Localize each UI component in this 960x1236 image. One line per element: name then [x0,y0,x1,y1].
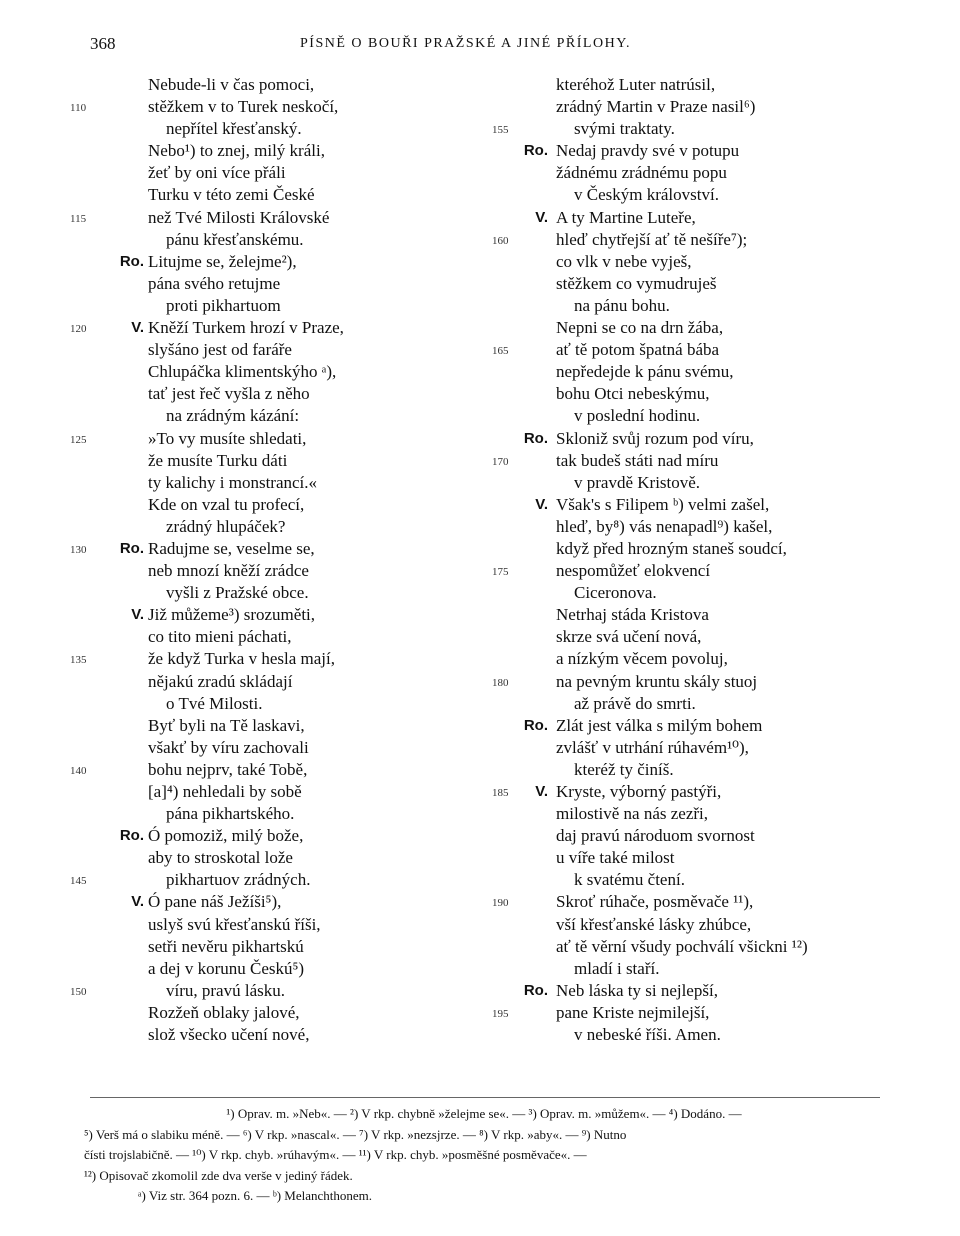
verse-line [70,140,510,162]
verse-line [70,671,510,693]
verse-text: ať tě potom špatná bába [556,340,720,360]
verse-text: stěžkem co vymudruješ [556,273,717,293]
left-verse-column [70,74,510,1046]
verse-line [70,383,510,405]
speaker-label: Ro. [119,827,144,845]
verse-line [492,560,932,582]
speaker-label: V. [535,208,548,226]
line-number: 185 [492,787,509,799]
speaker-label: V. [131,319,144,337]
verse-line [492,295,932,317]
verse-line [70,207,510,229]
verse-text: vyšli z Pražské obce. [166,583,309,603]
verse-text: zvlášť v utrhání rúhavém¹⁰), [556,737,749,757]
verse-line [70,1024,510,1046]
line-number: 165 [492,345,509,358]
verse-text: neb mnozí kněží zrádce [148,561,309,581]
verse-line [492,361,932,383]
verse-text: pánu křesťanskému. [166,229,304,249]
verse-line [492,472,932,494]
verse-line [70,980,510,1002]
verse-text: hleď, by⁸) vás nenapadl⁹) kašel, [556,516,773,536]
verse-line [70,560,510,582]
verse-text: mladí i staří. [574,958,660,978]
verse-text: kteréž ty činíš. [574,759,674,779]
verse-text: pána pikhartského. [166,804,295,824]
verse-line [492,980,932,1002]
speaker-label: V. [131,893,144,911]
verse-line [70,516,510,538]
verse-text: Chlupáčka klimentskýho ᵃ), [148,362,337,382]
verse-line [492,626,932,648]
verse-text: slož všecko učení nové, [148,1025,310,1045]
right-verse-column [492,74,932,1046]
verse-text: a nízkým věcem povoluj, [556,649,728,669]
running-title: PÍSNĚ O BOUŘI PRAŽSKÉ A JINÉ PŘÍLOHY. [300,36,632,51]
speaker-label: V. [535,783,548,800]
verse-line [70,538,510,560]
verse-text: Rozžeň oblaky jalové, [148,1002,300,1022]
verse-text: tať jest řeč vyšla z něho [148,384,310,404]
verse-line [492,140,932,162]
verse-line [70,737,510,759]
verse-line [70,450,510,472]
verse-line [492,339,932,361]
footnote-divider [90,1097,880,1098]
verse-text: Ó pomoziž, milý bože, [148,826,304,846]
verse-line [492,958,932,980]
verse-text: Kryste, výborný pastýři, [556,782,722,801]
verse-text: Již můžeme³) srozuměti, [148,605,316,625]
verse-text: v pravdě Kristově. [574,472,701,492]
speaker-label: V. [535,495,548,513]
verse-text: vší křesťanské lásky zhúbce, [556,914,752,934]
verse-text: v Českým království. [574,185,719,205]
verse-line [492,671,932,693]
verse-text: ať tě věrní všudy pochválí všickni ¹²) [556,936,808,956]
verse-line [70,472,510,494]
verse-text: A ty Martine Luteře, [556,207,696,227]
verse-text: na pevným kruntu skály stuoj [556,671,758,691]
verse-line [492,273,932,295]
verse-text: Litujme se, želejme²), [148,251,297,271]
verse-line [70,74,510,96]
verse-line [70,273,510,295]
verse-line [492,383,932,405]
verse-text: Kněží Turkem hrozí v Praze, [148,318,344,338]
verse-text: co vlk v nebe vyješ, [556,251,692,271]
speaker-label: Ro. [523,716,548,734]
verse-text: že musíte Turku dáti [148,450,288,470]
verse-line [70,361,510,383]
verse-text: stěžkem v to Turek neskočí, [148,97,339,117]
verse-text: Nebude-li v čas pomoci, [148,75,315,94]
line-number: 130 [70,543,87,556]
verse-text: [a]⁴) nehledali by sobě [148,782,302,801]
line-number: 145 [70,875,87,888]
verse-line [70,582,510,604]
verse-text: v nebeské říši. Amen. [574,1025,721,1045]
verse-line [492,74,932,96]
verse-line [492,891,932,913]
line-number: 195 [492,1007,509,1020]
line-number: 115 [70,212,87,225]
verse-text: slyšáno jest od faráře [148,340,292,360]
verse-text: u víře také milost [556,848,675,868]
verse-text: Ó pane náš Ježíši⁵), [148,892,282,912]
line-number: 170 [492,455,509,468]
verse-text: víru, pravú lásku. [166,980,285,1000]
verse-line [492,781,932,803]
verse-text: uslyš svú křesťanskú říši, [148,914,321,934]
verse-line [492,405,932,427]
verse-text: bohu Otci nebeskýmu, [556,384,710,404]
verse-text: když před hrozným staneš soudcí, [556,538,787,558]
verse-text: bohu nejprv, také Tobě, [148,759,308,779]
footnote-line: ᵃ) Viz str. 364 pozn. 6. — ᵇ) Melanchthonem. [138,1188,373,1203]
footnote-line: ⁵) Verš má o slabiku méně. — ⁶) V rkp. »nascal«. — ⁷) V rkp. »nezsjrze. — ⁸) V rkp. »aby«. — ⁹) Nutno [84,1126,627,1142]
verse-line [70,317,510,339]
verse-text: »To vy musíte shledati, [148,428,307,448]
verse-text: nějakú zradú skládají [148,671,293,691]
verse-line [492,582,932,604]
verse-line [492,715,932,737]
verse-line [70,626,510,648]
verse-text: aby to stroskotal lože [148,848,293,868]
verse-text: ty kalichy i monstrancí.« [148,472,318,492]
verse-text: než Tvé Milosti Královské [148,207,330,227]
line-number: 180 [492,676,509,689]
verse-line [70,251,510,273]
verse-text: svými traktaty. [574,119,675,139]
verse-line [70,825,510,847]
line-number: 140 [70,764,87,777]
verse-line [70,914,510,936]
verse-line [492,759,932,781]
verse-text: proti pikhartuom [166,295,281,315]
verse-text: Nedaj pravdy své v potupu [556,141,740,161]
verse-line [492,1024,932,1046]
verse-line [70,891,510,913]
verse-text: tak budeš státi nad míru [556,450,719,470]
verse-text: Byť byli na Tě laskavi, [148,715,305,735]
verse-text: až právě do smrti. [574,693,696,713]
verse-text: Neb láska ty si nejlepší, [556,980,718,1000]
verse-line [492,118,932,140]
verse-line [70,96,510,118]
verse-line [70,604,510,626]
verse-text: žeť by oni více přáli [148,163,286,183]
verse-line [492,184,932,206]
verse-line [492,914,932,936]
footnote-line: ¹²) Opisovač zkomolil zde dva verše v jediný řádek. [84,1167,353,1183]
verse-text: na zrádným kázání: [166,406,300,426]
speaker-label: Ro. [523,429,548,447]
verse-line [70,405,510,427]
verse-line [492,229,932,251]
footnote-line: čísti trojslabičně. — ¹⁰) V rkp. chyb. »rúhavým«. — ¹¹) V rkp. chyb. »posměšné posměvače«. — [84,1147,587,1162]
verse-text: kteréhož Luter natrúsil, [556,75,716,94]
verse-text: pána svého retujme [148,273,281,293]
verse-line [70,184,510,206]
verse-line [492,538,932,560]
verse-text: hleď chytřejší ať tě nešíře⁷); [556,229,748,249]
verse-text: nespomůžeť elokvencí [556,561,711,581]
verse-line [70,803,510,825]
verse-line [70,295,510,317]
verse-line [70,936,510,958]
line-number: 150 [70,985,87,998]
speaker-label: Ro. [119,252,144,270]
verse-line [70,229,510,251]
verse-text: v poslední hodinu. [574,406,701,426]
verse-text: zrádný hlupáček? [166,516,286,536]
line-number: 155 [492,124,509,137]
speaker-label: Ro. [119,539,144,557]
verse-text: Nepni se co na drn žába, [556,318,724,338]
page-number: 368 [90,34,116,53]
footnote-line: ¹) Oprav. m. »Neb«. — ²) V rkp. chybně »želejme se«. — ³) Oprav. m. »můžem«. — ⁴) Dodáno. — [226,1106,742,1121]
verse-line [70,494,510,516]
verse-line [492,96,932,118]
verse-line [492,604,932,626]
verse-line [70,781,510,803]
verse-line [492,1002,932,1024]
verse-text: o Tvé Milosti. [166,693,263,713]
verse-text: Nebo¹) to znej, milý králi, [148,141,325,161]
verse-line [70,693,510,715]
verse-line [70,339,510,361]
verse-line [492,936,932,958]
verse-line [492,825,932,847]
line-number: 110 [70,102,87,115]
verse-text: na pánu bohu. [574,295,670,315]
verse-text: Ciceronova. [574,583,657,603]
verse-text: Turku v této zemi České [148,185,315,205]
verse-text: k svatému čtení. [574,870,685,890]
verse-line [492,737,932,759]
verse-line [492,450,932,472]
line-number: 135 [70,654,87,667]
verse-text: co tito mienі páchati, [148,627,292,647]
verse-line [70,648,510,670]
verse-line [70,162,510,184]
verse-text: setři nevěru pikhartskú [148,936,304,956]
verse-text: nepředejde k pánu svému, [556,362,734,382]
verse-text: pane Kriste nejmilejší, [556,1002,710,1022]
verse-line [70,869,510,891]
line-number: 125 [70,433,87,446]
speaker-label: Ro. [523,142,548,160]
verse-text: Skroť rúhače, posměvače ¹¹), [556,892,754,912]
verse-line [492,317,932,339]
verse-text: a dej v korunu Českú⁵) [148,958,305,978]
line-number: 175 [492,566,509,579]
verse-line [492,648,932,670]
verse-line [70,428,510,450]
line-number: 190 [492,897,509,910]
footnotes [84,1104,884,1207]
verse-line [492,162,932,184]
verse-text: že když Turka v hesla mají, [148,649,335,669]
page-header [90,30,880,60]
verse-text: Zlát jest válka s milým bohem [556,715,763,735]
verse-line [70,847,510,869]
line-number: 160 [492,234,509,247]
verse-line [70,958,510,980]
line-number: 120 [70,323,87,336]
verse-line [70,715,510,737]
verse-text: Kde on vzal tu profecí, [148,494,305,514]
verse-line [492,251,932,273]
verse-line [70,1002,510,1024]
speaker-label: Ro. [523,981,548,999]
verse-text: milostivě na nás zezři, [556,804,709,824]
verse-text: Netrhaj stáda Kristova [556,605,709,625]
verse-text: Skloniž svůj rozum pod víru, [556,428,754,448]
verse-line [492,869,932,891]
verse-text: nepřítel křesťanský. [166,119,302,139]
verse-line [492,516,932,538]
verse-text: žádnému zrádnému popu [556,163,727,183]
verse-line [492,803,932,825]
verse-line [70,118,510,140]
verse-line [492,494,932,516]
verse-text: Však's s Filipem ᵇ) velmi zašel, [556,494,770,514]
verse-text: pikhartuov zrádných. [166,870,311,890]
verse-line [70,759,510,781]
verse-text: daj pravú národuom svornost [556,826,755,846]
verse-text: zrádný Martin v Praze nasil⁶) [556,97,756,117]
verse-text: skrze svá učení nová, [556,627,702,647]
speaker-label: V. [131,606,144,624]
verse-line [492,428,932,450]
verse-line [492,207,932,229]
verse-text: všakť by víru zachovali [148,737,309,757]
verse-text: Radujme se, veselme se, [148,538,315,558]
verse-line [492,847,932,869]
verse-line [492,693,932,715]
